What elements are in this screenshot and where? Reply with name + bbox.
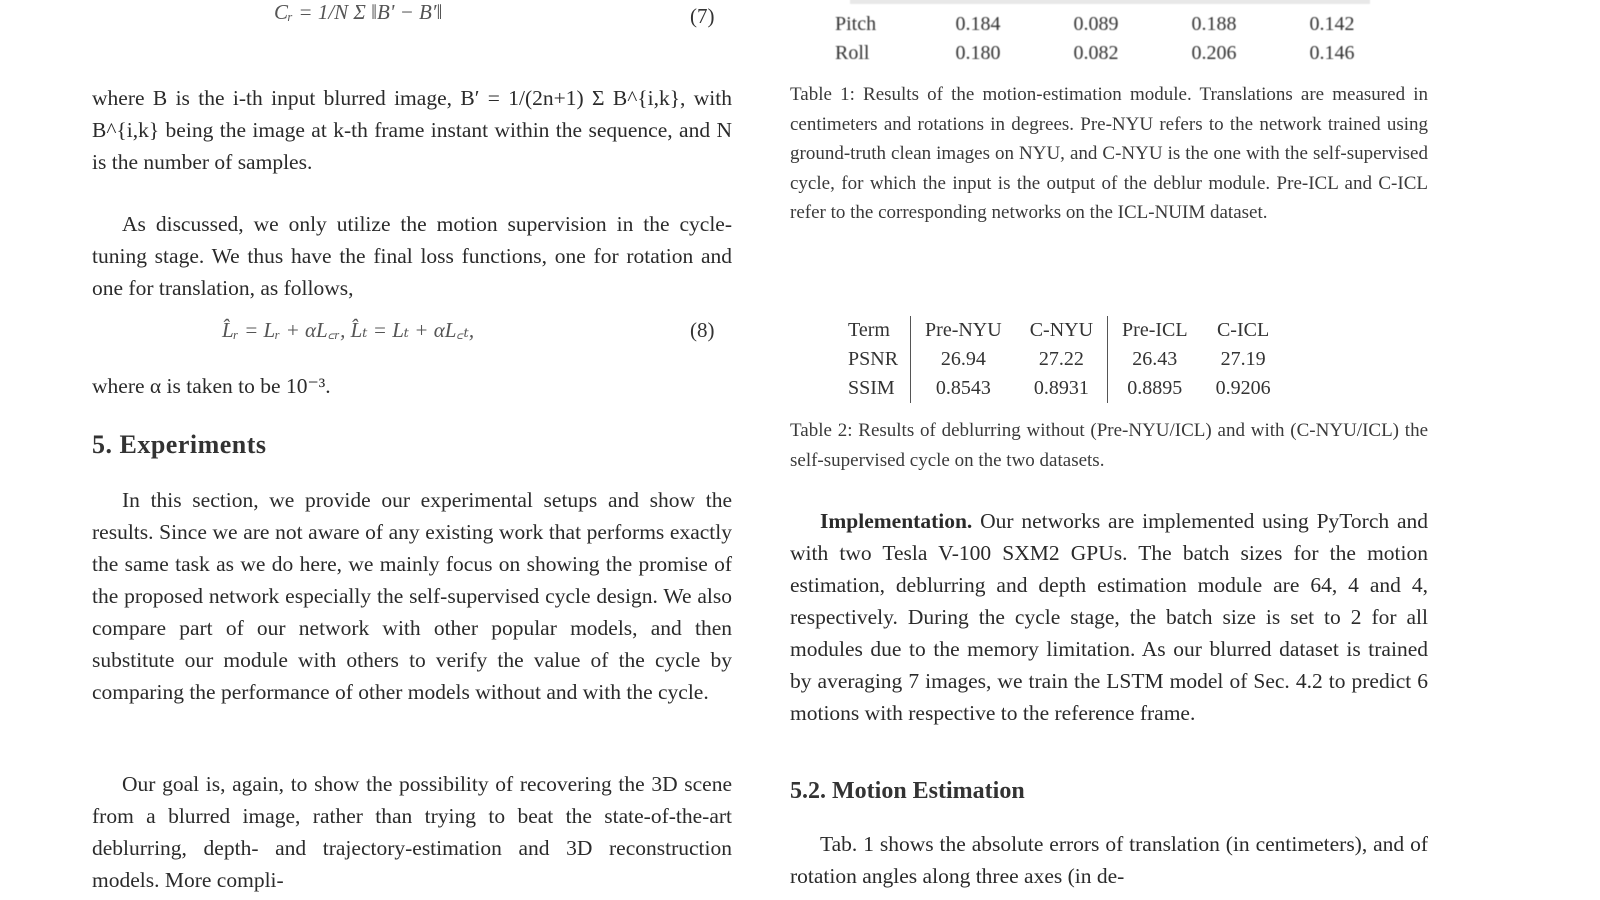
- table2-cell: 0.8543: [935, 377, 991, 399]
- table2-cell: 0.8931: [1016, 374, 1108, 403]
- implementation-text: Our networks are implemented using PyTorch and with two Tesla V-100 SXM2 GPUs. The batch sizes for the motion estimation, deblurring and depth estimation module are 64, 4 and 4, respectively. During the cycle stage, the batch size is set to 2 for all modules due to the memory limitation. As our blurred dataset is trained by averaging 7 images, we train the LSTM model of Sec. 4.2 to predict 6 motions with respective to the reference frame.: [790, 509, 1429, 725]
- table1-cell: 0.206: [1191, 42, 1237, 64]
- table1-cell: 0.089: [1073, 13, 1119, 35]
- subsection-title-motion-estimation: 5.2. Motion Estimation: [790, 778, 1025, 804]
- table1-cell: 0.146: [1309, 42, 1355, 64]
- table1-cell: 0.142: [1309, 13, 1355, 35]
- equation-8-number: (8): [690, 318, 715, 342]
- paragraph-motion: Tab. 1 shows the absolute errors of translation (in centimeters), and of rotation angles along three axes (in de-: [790, 832, 1428, 888]
- table1-cell-term: Pitch: [835, 13, 877, 35]
- table1-row: [835, 10, 1391, 39]
- table2-header-term: Term: [848, 316, 911, 345]
- table1-caption: Table 1: Results of the motion-estimation module. Translations are measured in centimeters and rotations in degrees. Pre-NYU refers to the network trained using ground-truth clean images on NYU, and C-NYU is the one with the self-supervised cycle, for which the input is the output of the deblur module. Pre-ICL and C-ICL refer to the corresponding networks on the ICL-NUIM dataset.: [790, 84, 1428, 223]
- paragraph-implementation: [790, 505, 1428, 729]
- paragraph-discussed: As discussed, we only utilize the motion supervision in the cycle-tuning stage. We thus have the final loss functions, one for rotation and one for translation, as follows,: [92, 212, 732, 300]
- table1-cell-term: Roll: [835, 42, 870, 64]
- paragraph-where: where B is the i-th input blurred image, B′ = 1/(2n+1) Σ B^{i,k}, with B^{i,k} being the image at k-th frame instant within the sequence, and N is the number of samples.: [92, 86, 732, 174]
- paragraph-motion-clip: [790, 828, 1428, 900]
- left-column: [92, 0, 732, 900]
- table2-cell: 27.22: [1016, 345, 1108, 374]
- table2-cell: 0.8895: [1127, 377, 1183, 399]
- table2-row: [848, 374, 1285, 403]
- paragraph-alpha: where α is taken to be 10⁻³.: [92, 374, 331, 398]
- table2-cell: 0.9206: [1215, 377, 1271, 399]
- table2-header-row: [848, 316, 1285, 345]
- table-1-partial: [835, 10, 1391, 68]
- table2-cell-term: SSIM: [848, 374, 911, 403]
- table1-cell: 0.184: [955, 13, 1001, 35]
- table2-header: Pre-ICL: [1122, 319, 1188, 341]
- table2-cell: 26.94: [940, 348, 986, 370]
- table1-cell: 0.082: [1073, 42, 1119, 64]
- paragraph-goal: Our goal is, again, to show the possibility of recovering the 3D scene from a blurred image, rather than trying to beat the state-of-the-art deblurring, depth- and trajectory-estimation and 3D reconstruction models. More compli-: [92, 772, 732, 892]
- table2-header: C-ICL: [1216, 319, 1270, 341]
- table2-cell: 26.43: [1132, 348, 1178, 370]
- table1-cell: 0.180: [955, 42, 1001, 64]
- table2-row: [848, 345, 1285, 374]
- table-2: [848, 316, 1285, 403]
- table2-header: C-NYU: [1016, 316, 1108, 345]
- table1-header-row-cropped: [850, 0, 1370, 4]
- implementation-label: Implementation.: [820, 509, 973, 533]
- table1-cell: 0.188: [1191, 13, 1237, 35]
- table2-caption: Table 2: Results of deblurring without (Pre-NYU/ICL) and with (C-NYU/ICL) the self-supervised cycle on the two datasets.: [790, 420, 1428, 471]
- top-equation-number: (7): [690, 4, 715, 28]
- top-equation: Cᵣ = 1/N Σ ‖B' − B′‖: [274, 0, 443, 24]
- paragraph-section-intro: In this section, we provide our experimental setups and show the results. Since we are not aware of any existing work that performs exactly the same task as we do here, we mainly focus on showing the promise of the proposed network especially the self-supervised cycle design. We also compare part of our network with other popular models, and then substitute our module with others to verify the value of the cycle by comparing the performance of other models without and with the cycle.: [92, 488, 732, 704]
- section-title-experiments: 5. Experiments: [92, 430, 267, 459]
- table2-cell: 27.19: [1220, 348, 1266, 370]
- right-column: [790, 0, 1428, 900]
- table2-header: Pre-NYU: [925, 319, 1002, 341]
- table2-cell-term: PSNR: [848, 345, 911, 374]
- table1-row: [835, 39, 1391, 68]
- paragraph-goal-clip: [92, 768, 732, 900]
- equation-8: L̂ᵣ = Lᵣ + αL꜀ᵣ, L̂ₜ = Lₜ + αL꜀ₜ,: [222, 318, 475, 342]
